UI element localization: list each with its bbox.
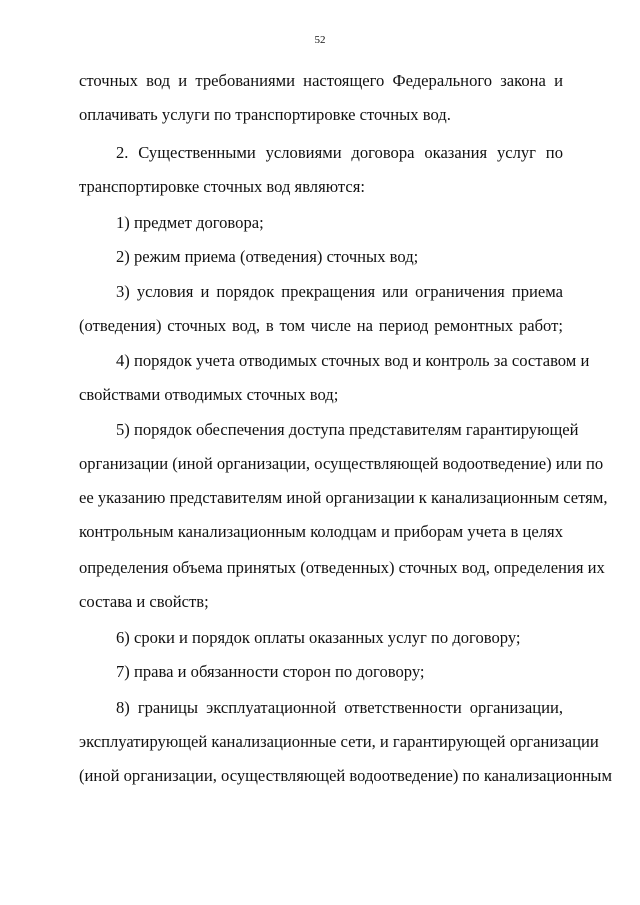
text-line: 3) условия и порядок прекращения или ограничения приема <box>116 282 563 301</box>
page-number: 52 <box>314 34 326 46</box>
text-line: 2. Существенными условиями договора оказания услуг по <box>116 143 563 162</box>
text-line: сточных вод и требованиями настоящего Федерального закона и <box>79 71 563 90</box>
text-line: 4) порядок учета отводимых сточных вод и контроль за составом и <box>116 351 590 370</box>
text-line: контрольным канализационным колодцам и приборам учета в целях <box>79 522 563 541</box>
text-line: эксплуатирующей канализационные сети, и гарантирующей организации <box>79 732 599 751</box>
text-line: (отведения) сточных вод, в том числе на период ремонтных работ; <box>79 316 563 335</box>
text-line: транспортировке сточных вод являются: <box>79 177 365 196</box>
text-line: 7) права и обязанности сторон по договору; <box>116 662 425 681</box>
text-line: 5) порядок обеспечения доступа представителям гарантирующей <box>116 420 579 439</box>
text-line: 8) границы эксплуатационной ответственности организации, <box>116 698 563 717</box>
text-line: свойствами отводимых сточных вод; <box>79 385 339 404</box>
text-line: 1) предмет договора; <box>116 213 264 232</box>
text-line: (иной организации, осуществляющей водоотведение) по канализационным <box>79 766 612 785</box>
text-line: оплачивать услуги по транспортировке сточных вод. <box>79 105 451 124</box>
text-line: 2) режим приема (отведения) сточных вод; <box>116 247 419 266</box>
text-line: состава и свойств; <box>79 592 209 611</box>
text-line: 6) сроки и порядок оплаты оказанных услуг по договору; <box>116 628 521 647</box>
text-line: организации (иной организации, осуществляющей водоотведение) или по <box>79 454 604 473</box>
text-line: определения объема принятых (отведенных) сточных вод, определения их <box>79 558 605 577</box>
text-line: ее указанию представителям иной организации к канализационным сетям, <box>79 488 608 507</box>
